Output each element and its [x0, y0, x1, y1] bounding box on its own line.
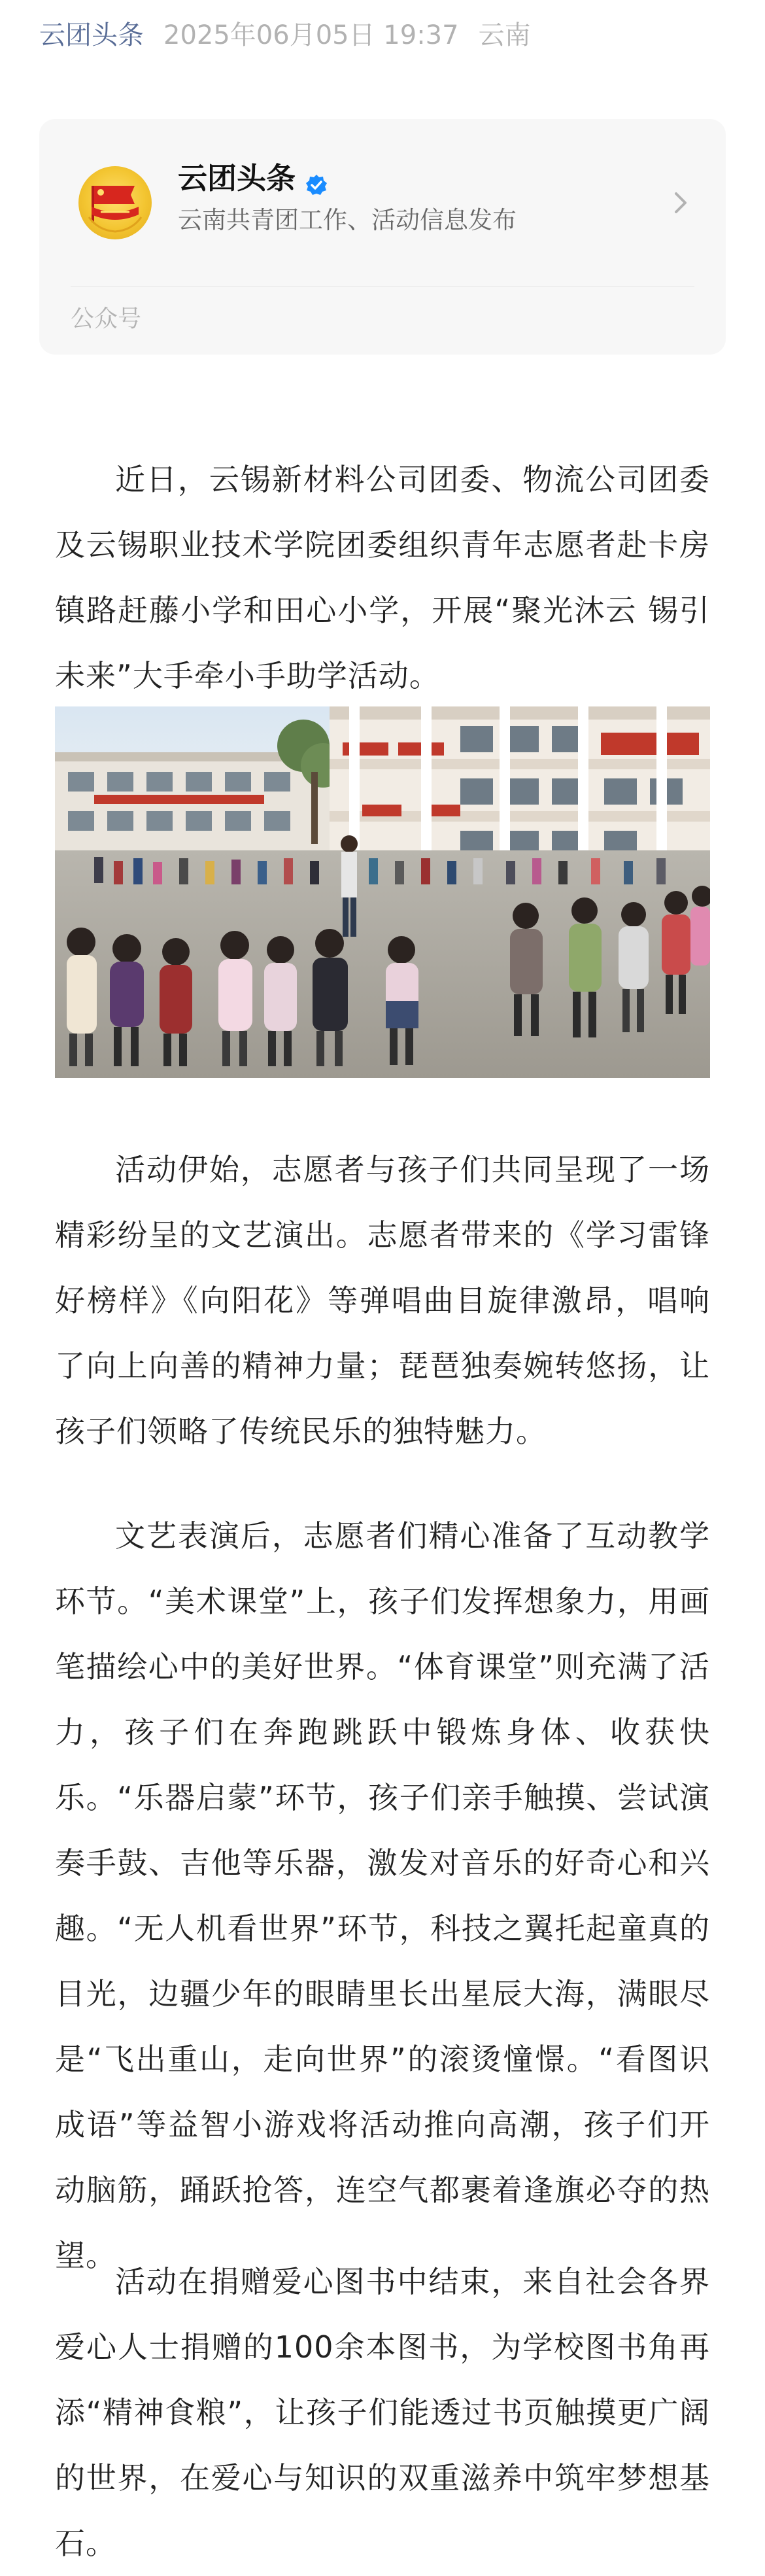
article-paragraph-2: 活动伊始，志愿者与孩子们共同呈现了一场精彩纷呈的文艺演出。志愿者带来的《学习雷锋好榜样》《向阳花》等弹唱曲目旋律激昂，唱响了向上向善的精神力量；琵琶独奏婉转悠扬，让孩子们领略了传统民乐的独特魅力。 — [55, 1152, 710, 1449]
youth-league-emblem-icon — [78, 166, 152, 239]
account-profile-link[interactable] — [39, 119, 726, 286]
school-courtyard-children-photo[interactable] — [55, 706, 710, 1078]
publish-location: 云南 — [478, 20, 531, 50]
card-divider — [71, 286, 694, 287]
account-description: 云南共青团工作、活动信息发布 — [178, 206, 517, 234]
source-link[interactable]: 云团头条 — [39, 20, 144, 50]
article-meta — [39, 16, 531, 55]
article-paragraph-1: 近日，云锡新材料公司团委、物流公司团委及云锡职业技术学院团委组织青年志愿者赴卡房镇路赶藤小学和田心小学，开展“聚光沐云 锡引未来”大手牵小手助学活动。 — [55, 462, 710, 693]
photo-illustration — [55, 706, 710, 1078]
account-name-text: 云团头条 — [178, 161, 296, 196]
verified-badge-icon — [305, 167, 328, 190]
account-card — [39, 119, 726, 355]
chevron-right-icon[interactable] — [668, 183, 694, 222]
account-type-label: 公众号 — [71, 305, 142, 332]
account-name — [178, 158, 328, 199]
publish-time: 2025年06月05日 19:37 — [163, 20, 459, 50]
article-paragraph-3: 文艺表演后，志愿者们精心准备了互动教学环节。“美术课堂”上，孩子们发挥想象力，用画笔描绘心中的美好世界。“体育课堂”则充满了活力，孩子们在奔跑跳跃中锻炼身体、收获快乐。“乐器启蒙”环节，孩子们亲手触摸、尝试演奏手鼓、吉他等乐器，激发对音乐的好奇心和兴趣。“无人机看世界”环节，科技之翼托起童真的目光，边疆少年的眼睛里长出星辰大海，满眼尽是“飞出重山，走向世界”的滚烫憧憬。“看图识成语”等益智小游戏将活动推向高潮，孩子们开动脑筋，踊跃抢答，连空气都裹着逢旗必夺的热望。 — [55, 1518, 710, 2273]
article-paragraph-4: 活动在捐赠爱心图书中结束，来自社会各界爱心人士捐赠的100余本图书，为学校图书角再添“精神食粮”，让孩子们能透过书页触摸更广阔的世界，在爱心与知识的双重滋养中筑牢梦想基石。 — [55, 2264, 710, 2561]
